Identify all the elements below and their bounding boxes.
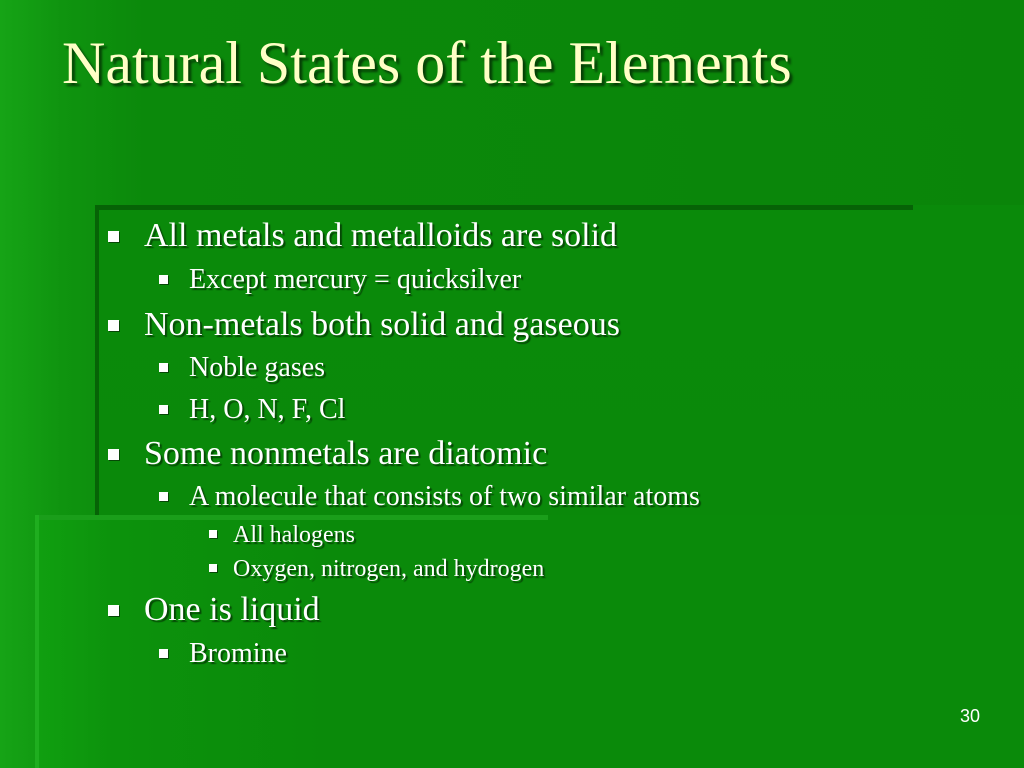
square-bullet-icon xyxy=(209,530,217,538)
square-bullet-icon xyxy=(159,363,168,372)
square-bullet-icon xyxy=(159,492,168,501)
square-bullet-icon xyxy=(159,405,168,414)
bullet-text: Oxygen, nitrogen, and hydrogen xyxy=(233,556,545,582)
bullet-text: Non-metals both solid and gaseous xyxy=(144,306,620,343)
square-bullet-icon xyxy=(108,231,119,242)
bullet-item xyxy=(144,434,547,474)
square-bullet-icon xyxy=(108,605,119,616)
bullet-item xyxy=(144,216,617,256)
square-bullet-icon xyxy=(209,564,217,572)
bullet-text: All metals and metalloids are solid xyxy=(144,217,618,254)
bullet-item xyxy=(233,521,355,549)
bullet-text: One is liquid xyxy=(144,591,320,628)
bullet-text: H, O, N, F, Cl xyxy=(189,394,346,425)
bullet-text: All halogens xyxy=(233,522,355,548)
decorative-panel-lower xyxy=(35,515,1024,768)
bullet-item xyxy=(189,393,345,427)
bullet-item xyxy=(144,305,620,345)
bullet-item xyxy=(189,480,700,514)
slide-page-number: 30 xyxy=(959,706,980,726)
bullet-item xyxy=(189,351,325,385)
square-bullet-icon xyxy=(159,275,168,284)
bullet-item xyxy=(144,590,320,630)
bullet-item xyxy=(189,637,287,671)
bullet-text: Except mercury = quicksilver xyxy=(189,264,522,295)
square-bullet-icon xyxy=(108,449,119,460)
bullet-item xyxy=(189,263,521,297)
bullet-text: Noble gases xyxy=(189,352,326,383)
slide-title: Natural States of the Elements xyxy=(62,30,792,96)
square-bullet-icon xyxy=(159,649,168,658)
bullet-text: Some nonmetals are diatomic xyxy=(144,435,548,472)
bullet-item xyxy=(233,555,544,583)
bullet-text: A molecule that consists of two similar atoms xyxy=(189,481,700,512)
bullet-text: Bromine xyxy=(189,638,287,669)
square-bullet-icon xyxy=(108,320,119,331)
